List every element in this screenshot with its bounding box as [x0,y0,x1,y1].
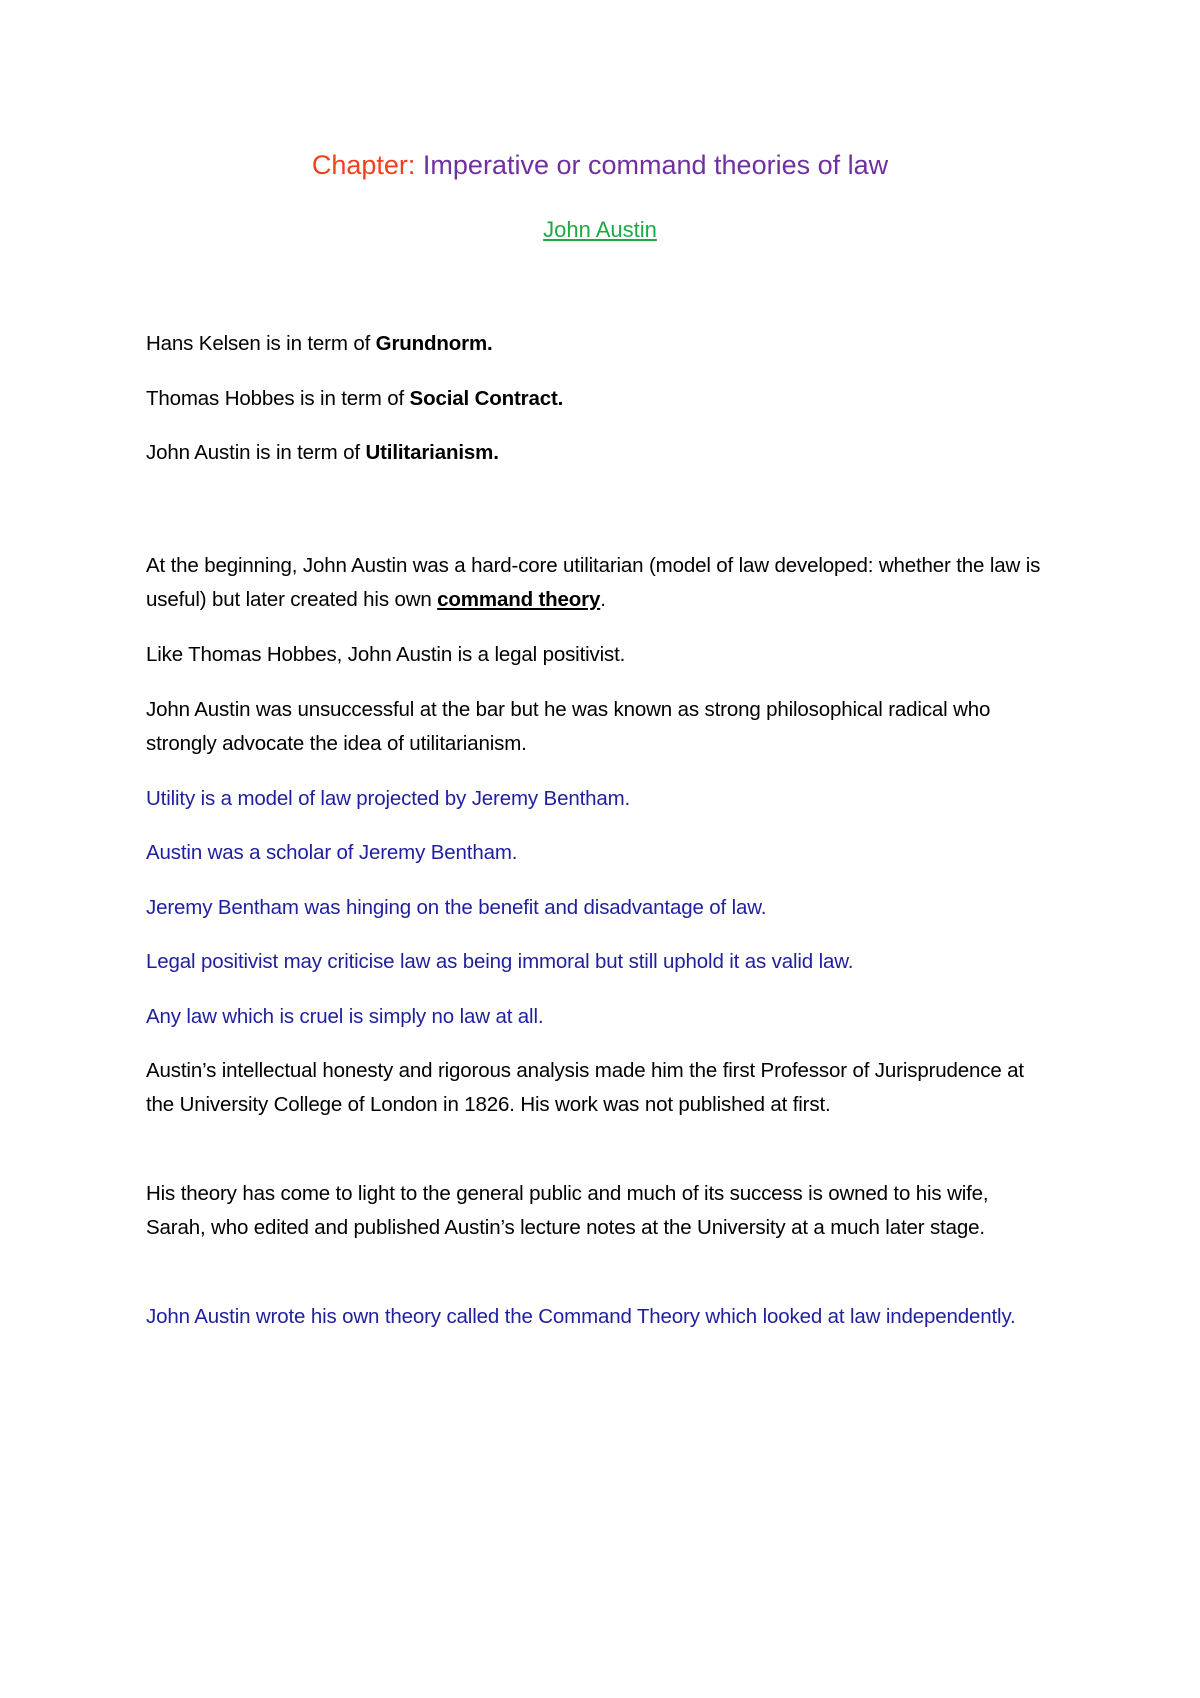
paragraph-professor: Austin’s intellectual honesty and rigorous analysis made him the first Professor of Jurisprudence at the University College of London in 1826. His work was not published at first. [146,1059,1024,1116]
term-line-austin [146,436,1066,470]
term-prefix: Hans Kelsen is in term of [146,332,376,355]
paragraph-text: At the beginning, John Austin was a hard-core utilitarian (model of law developed: whether the law is useful) but later created his own [146,554,1041,611]
chapter-name: Imperative or command theories of law [415,150,889,180]
paragraph-beginning [146,549,1051,617]
term-keyword: Grundnorm. [375,332,493,355]
section-subtitle: John Austin [543,217,657,242]
term-prefix: Thomas Hobbes is in term of [146,387,410,410]
term-line-kelsen [146,327,1066,361]
term-line-hobbes [146,382,1066,416]
paragraph-sarah: His theory has come to light to the general public and much of its success is owned to his wife, Sarah, who edited and published Austin’s lecture notes at the University at a much later stage. [146,1182,989,1239]
paragraph-end: . [600,588,606,611]
paragraph-utility-model: Utility is a model of law projected by Jeremy Bentham. [146,787,631,810]
paragraph-bentham-hinging: Jeremy Bentham was hinging on the benefit and disadvantage of law. [146,896,767,919]
paragraph-cruel-law: Any law which is cruel is simply no law at all. [146,1005,544,1028]
paragraph-legal-positivist: Like Thomas Hobbes, John Austin is a legal positivist. [146,643,626,666]
paragraph-scholar: Austin was a scholar of Jeremy Bentham. [146,841,518,864]
term-prefix: John Austin is in term of [146,441,366,464]
term-keyword: Social Contract. [409,387,564,410]
chapter-label: Chapter: [311,150,416,180]
chapter-title [0,148,1200,182]
paragraph-command-theory: John Austin wrote his own theory called the Command Theory which looked at law independently. [146,1305,1016,1328]
paragraph-positivist-criticise: Legal positivist may criticise law as being immoral but still uphold it as valid law. [146,950,854,973]
paragraph-unsuccessful-bar: John Austin was unsuccessful at the bar but he was known as strong philosophical radical who strongly advocate the idea of utilitarianism. [146,698,991,755]
term-keyword: Utilitarianism. [365,441,499,464]
command-theory-emphasis: command theory [437,588,601,611]
